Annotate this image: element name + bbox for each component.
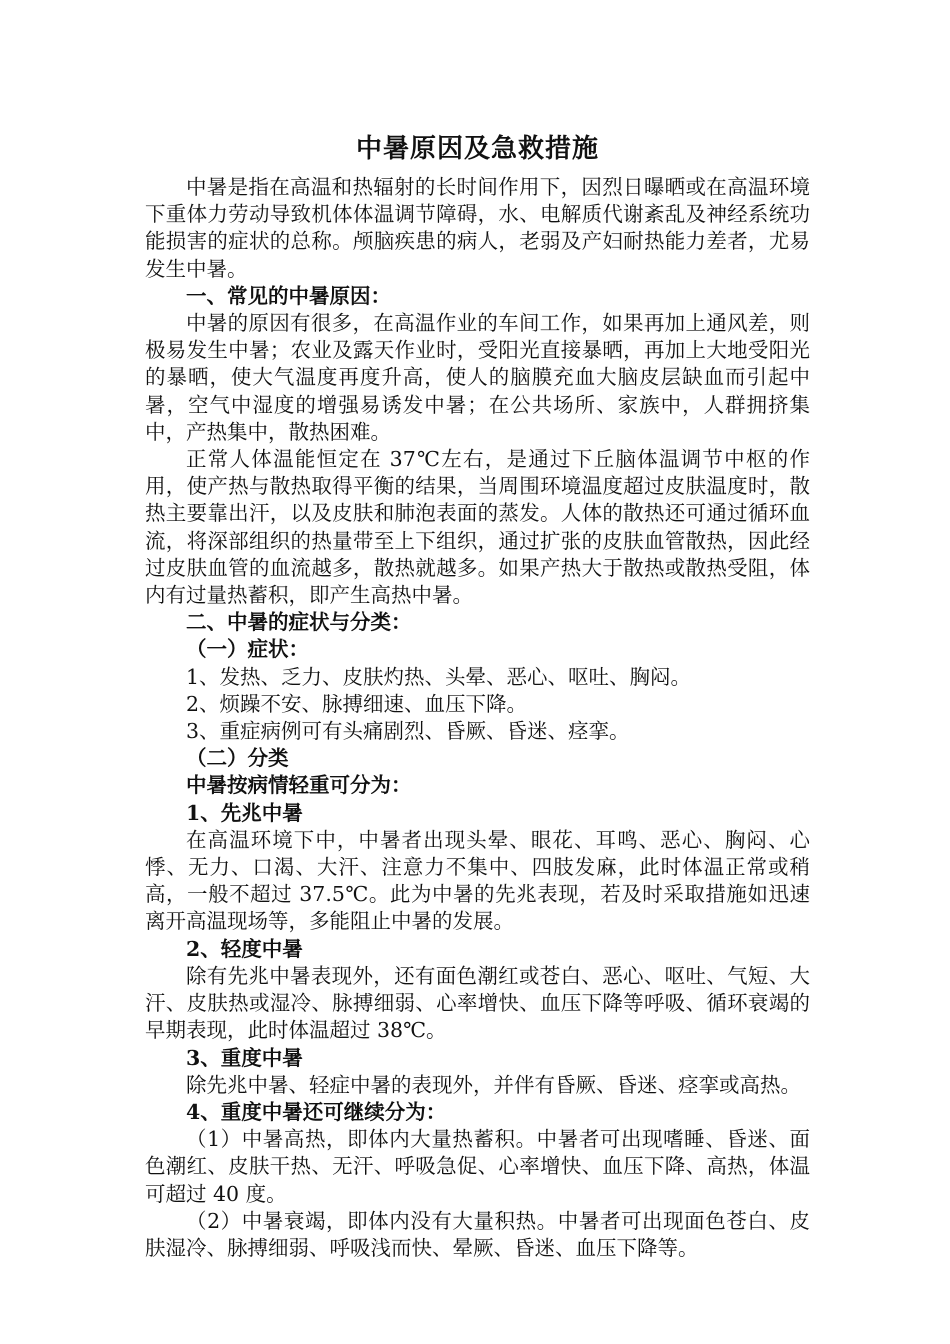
section2-heading: 二、中暑的症状与分类： xyxy=(186,610,412,635)
document-title: 中暑原因及急救措施 xyxy=(355,134,599,164)
symptom-item-3: 3、重症病例可有头痛剧烈、昏厥、昏迷、痉挛。 xyxy=(186,719,630,744)
symptoms-heading: （一）症状： xyxy=(186,637,309,662)
symptom-item-1: 1、发热、乏力、皮肤灼热、头晕、恶心、呕吐、胸闷。 xyxy=(186,664,692,689)
section1-paragraph-1: 中暑的原因有很多，在高温作业的车间工作，如果再加上通风差，则极易发生中暑；农业及露天作业时，受阳光直接暴晒，再加上大地受阳光的暴晒，使大气温度再度升高，使人的脑膜充血大脑皮层缺血而引起中暑，空气中湿度的增强易诱发中暑；在公共场所、家族中，人群拥挤集中，产热集中，散热困难。 xyxy=(145,311,810,444)
classification-heading: （二）分类 xyxy=(186,746,289,771)
category-1-text: 在高温环境下中，中暑者出现头晕、眼花、耳鸣、恶心、胸闷、心悸、无力、口渴、大汗、注意力不集中、四肢发麻，此时体温正常或稍高，一般不超过 37.5℃。此为中暑的先兆表现，若及时采取措施如迅速离开高温现场等，多能阻止中暑的发展。 xyxy=(145,827,810,934)
category-4-item-1: （1）中暑高热，即体内大量热蓄积。中暑者可出现嗜睡、昏迷、面色潮红、皮肤干热、无汗、呼吸急促、心率增快、血压下降、高热，体温可超过 40 度。 xyxy=(145,1127,810,1206)
section1-paragraph-2: 正常人体温能恒定在 37℃左右，是通过下丘脑体温调节中枢的作用，使产热与散热取得平衡的结果，当周围环境温度超过皮肤温度时，散热主要靠出汗，以及皮肤和肺泡表面的蒸发。人体的散热还可通过循环血流，将深部组织的热量带至上下组织，通过扩张的皮肤血管散热，因此经过皮肤血管的血流越多，散热就越多。如果产热大于散热或散热受阻，体内有过量热蓄积，即产生高热中暑。 xyxy=(145,447,810,608)
category-3-heading: 3、重度中暑 xyxy=(186,1045,303,1070)
section1-heading: 一、常见的中暑原因： xyxy=(186,283,391,308)
symptom-item-2: 2、烦躁不安、脉搏细速、血压下降。 xyxy=(186,691,528,716)
category-1-heading: 1、先兆中暑 xyxy=(186,800,303,825)
intro-paragraph: 中暑是指在高温和热辐射的长时间作用下，因烈日曝晒或在高温环境下重体力劳动导致机体体温调节障碍，水、电解质代谢紊乱及神经系统功能损害的症状的总称。颅脑疾患的病人，老弱及产妇耐热能力差者，尤易发生中暑。 xyxy=(145,175,810,281)
category-4-heading: 4、重度中暑还可继续分为： xyxy=(186,1099,447,1124)
category-2-heading: 2、轻度中暑 xyxy=(186,936,303,961)
category-4-item-2: （2）中暑衰竭，即体内没有大量积热。中暑者可出现面色苍白、皮肤湿冷、脉搏细弱、呼吸浅而快、晕厥、昏迷、血压下降等。 xyxy=(145,1208,810,1260)
category-3-text: 除先兆中暑、轻症中暑的表现外，并伴有昏厥、昏迷、痉挛或高热。 xyxy=(186,1072,801,1097)
document-page xyxy=(145,132,810,1262)
category-2-text: 除有先兆中暑表现外，还有面色潮红或苍白、恶心、呕吐、气短、大汗、皮肤热或湿冷、脉搏细弱、心率增快、血压下降等呼吸、循环衰竭的早期表现，此时体温超过 38℃。 xyxy=(145,963,810,1043)
classification-intro: 中暑按病情轻重可分为： xyxy=(186,773,412,798)
